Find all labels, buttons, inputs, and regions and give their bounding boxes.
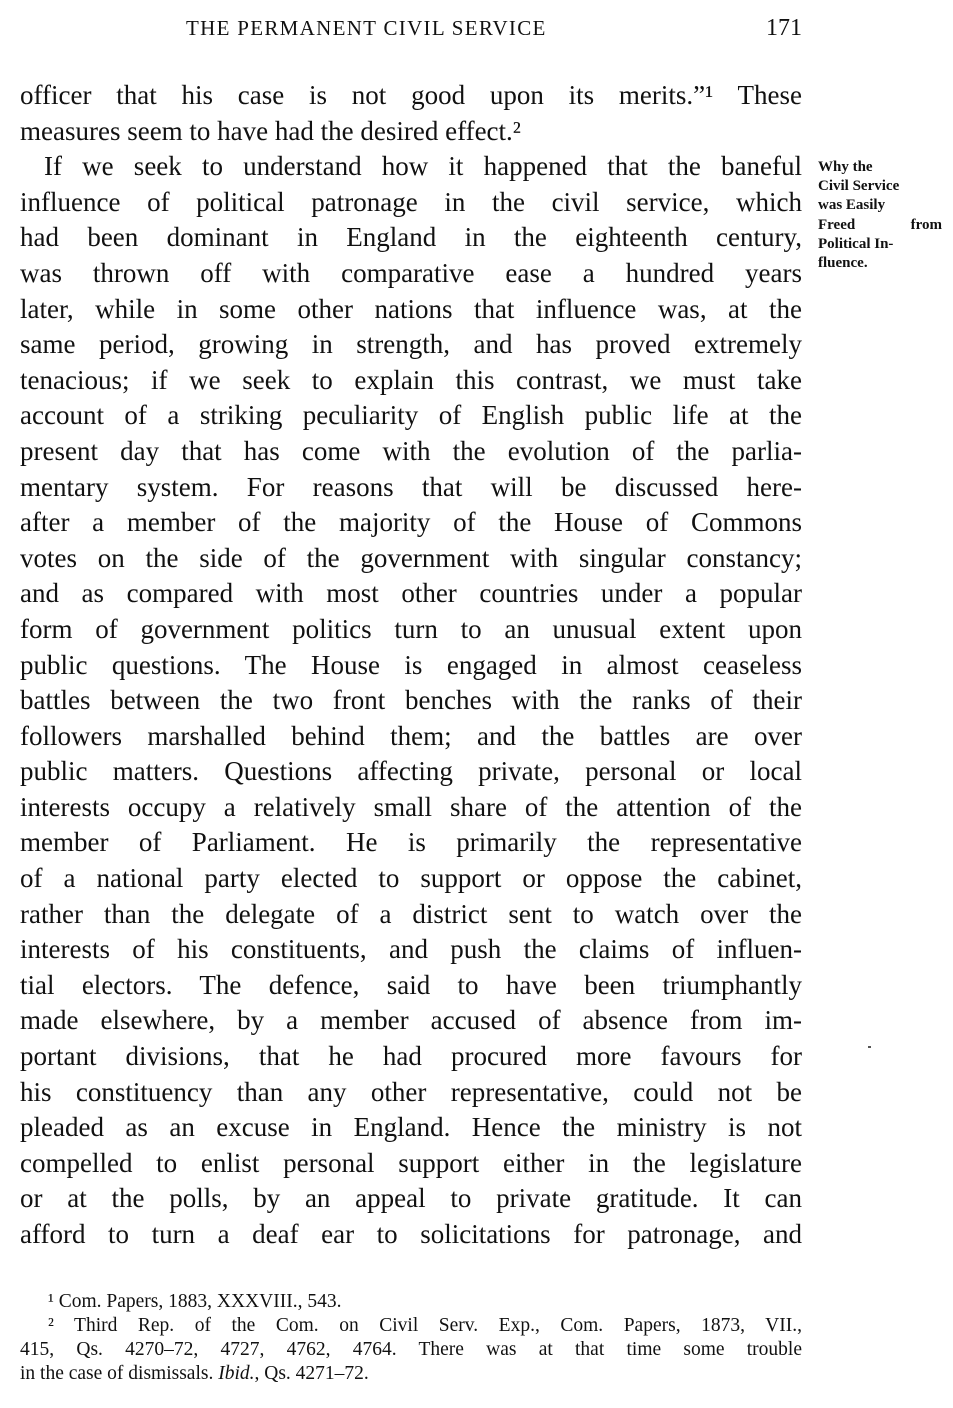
body-line: later, while in some other nations that influence was, at the <box>20 293 802 324</box>
body-line: his constituency than any other representative, could not be <box>20 1076 802 1107</box>
body-line: public questions. The House is engaged in almost ceaseless <box>20 649 802 680</box>
footnote-line: 415, Qs. 4270–72, 4727, 4762, 4764. There was at that time some trouble <box>20 1339 802 1360</box>
print-speck <box>868 1046 871 1048</box>
margin-note-line: Political In- <box>818 235 894 252</box>
body-line: was thrown off with comparative ease a hundred years <box>20 257 802 288</box>
body-line: votes on the side of the government with singular constancy; <box>20 542 802 573</box>
body-line: interests of his constituents, and push the claims of influen- <box>20 934 802 965</box>
footnote-line: in the case of dismissals. Ibid., Qs. 4271–72. <box>20 1363 369 1384</box>
body-line: form of government politics turn to an unusual extent upon <box>20 613 802 644</box>
body-line: battles between the two front benches with the ranks of their <box>20 685 802 716</box>
margin-note-line: Civil Service <box>818 178 900 195</box>
body-line: member of Parliament. He is primarily the representative <box>20 827 802 858</box>
body-line: officer that his case is not good upon its merits.”¹ These <box>20 80 802 110</box>
body-line: of a national party elected to support or oppose the cabinet, <box>20 863 802 894</box>
body-line: had been dominant in England in the eighteenth century, <box>20 222 802 253</box>
body-line: tenacious; if we seek to explain this contrast, we must take <box>20 364 802 395</box>
body-line: measures seem to have had the desired effect.² <box>20 115 521 146</box>
footnotes <box>20 1290 802 1386</box>
body-line: and as compared with most other countries under a popular <box>20 578 802 609</box>
body-line: present day that has come with the evolution of the parlia- <box>20 435 802 466</box>
margin-note-line: Freed from <box>818 216 942 233</box>
body-line: account of a striking peculiarity of English public life at the <box>20 400 802 431</box>
margin-note-line: Why the <box>818 159 873 175</box>
body-line: tial electors. The defence, said to have been triumphantly <box>20 969 802 1000</box>
margin-note <box>818 158 942 273</box>
margin-note-line: fluence. <box>818 254 868 271</box>
body-line: rather than the delegate of a district sent to watch over the <box>20 898 802 929</box>
body-line: after a member of the majority of the House of Commons <box>20 507 802 538</box>
body-line: portant divisions, that he had procured more favours for <box>20 1041 802 1072</box>
running-title: THE PERMANENT CIVIL SERVICE <box>186 16 547 40</box>
body-line: followers marshalled behind them; and the battles are over <box>20 720 802 751</box>
body-line: pleaded as an excuse in England. Hence the ministry is not <box>20 1112 802 1143</box>
body-line: public matters. Questions affecting private, personal or local <box>20 756 802 787</box>
body-line: afford to turn a deaf ear to solicitations for patronage, and <box>20 1219 802 1249</box>
footnote-line: ² Third Rep. of the Com. on Civil Serv. Exp., Com. Papers, 1873, VII., <box>48 1315 802 1336</box>
page-number: 171 <box>766 15 802 41</box>
body-line: influence of political patronage in the civil service, which <box>20 186 802 217</box>
body-line: same period, growing in strength, and has proved extremely <box>20 329 802 360</box>
running-head <box>20 12 802 44</box>
margin-note-line: was Easily <box>818 197 886 214</box>
body-line: mentary system. For reasons that will be discussed here- <box>20 471 802 502</box>
footnote-line: ¹ Com. Papers, 1883, XXXVIII., 543. <box>48 1291 342 1312</box>
body-line: compelled to enlist personal support either in the legislature <box>20 1147 802 1178</box>
body-line: or at the polls, by an appeal to private gratitude. It can <box>20 1183 802 1214</box>
body-text <box>20 78 802 1253</box>
body-line: interests occupy a relatively small share of the attention of the <box>20 791 802 822</box>
body-line: If we seek to understand how it happened that the baneful <box>44 151 802 182</box>
body-line: made elsewhere, by a member accused of absence from im- <box>20 1005 802 1036</box>
